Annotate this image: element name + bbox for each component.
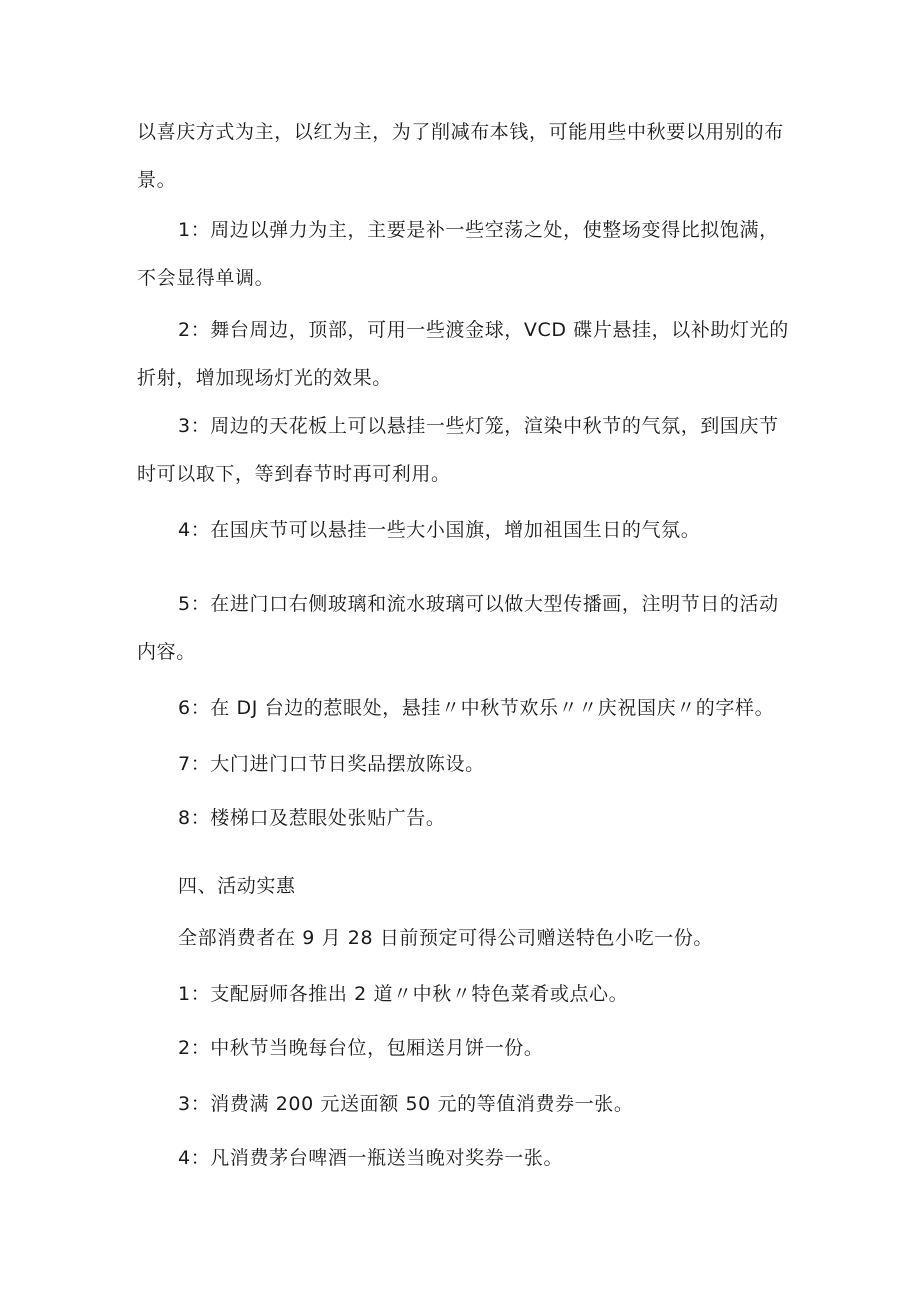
offer-item-2: 2：中秋节当晚每台位，包厢送月饼一份。 bbox=[178, 1037, 544, 1059]
paragraph-item-7: 7：大门进门口节日奖品摆放陈设。 bbox=[178, 753, 485, 775]
paragraph-item-8: 8：楼梯口及惹眼处张贴广告。 bbox=[178, 807, 446, 829]
offer-item-3: 3：消费满 200 元送面额 50 元的等值消费券一张。 bbox=[178, 1093, 634, 1115]
paragraph-item-5: 5：在进门口右侧玻璃和流水玻璃可以做大型传播画，注明节日的活动内容。 bbox=[137, 593, 779, 663]
paragraph-item-4: 4：在国庆节可以悬挂一些大小国旗，增加祖国生日的气氛。 bbox=[178, 519, 701, 541]
section-heading: 四、活动实惠 bbox=[178, 875, 296, 897]
paragraph-item-6: 6：在 DJ 台边的惹眼处，悬挂〃中秋节欢乐〃〃庆祝国庆〃的字样。 bbox=[178, 697, 775, 719]
offer-item-4: 4：凡消费茅台啤酒一瓶送当晚对奖券一张。 bbox=[178, 1147, 564, 1169]
paragraph-item-1: 1：周边以弹力为主，主要是补一些空荡之处，使整场变得比拟饱满，不会显得单调。 bbox=[137, 219, 779, 289]
offer-item-1: 1：支配厨师各推出 2 道〃中秋〃特色菜肴或点心。 bbox=[178, 983, 629, 1005]
paragraph-item-2: 2：舞台周边，顶部，可用一些渡金球，VCD 碟片悬挂，以补助灯光的折射，增加现场灯光的效果。 bbox=[137, 319, 789, 389]
paragraph-item-3: 3：周边的天花板上可以悬挂一些灯笼，渲染中秋节的气氛，到国庆节时可以取下，等到春节时再可利用。 bbox=[137, 415, 779, 485]
offer-intro: 全部消费者在 9 月 28 日前预定可得公司赠送特色小吃一份。 bbox=[178, 927, 714, 949]
paragraph-decoration-intro: 以喜庆方式为主，以红为主，为了削减布本钱，可能用些中秋要以用别的布景。 bbox=[137, 121, 784, 191]
